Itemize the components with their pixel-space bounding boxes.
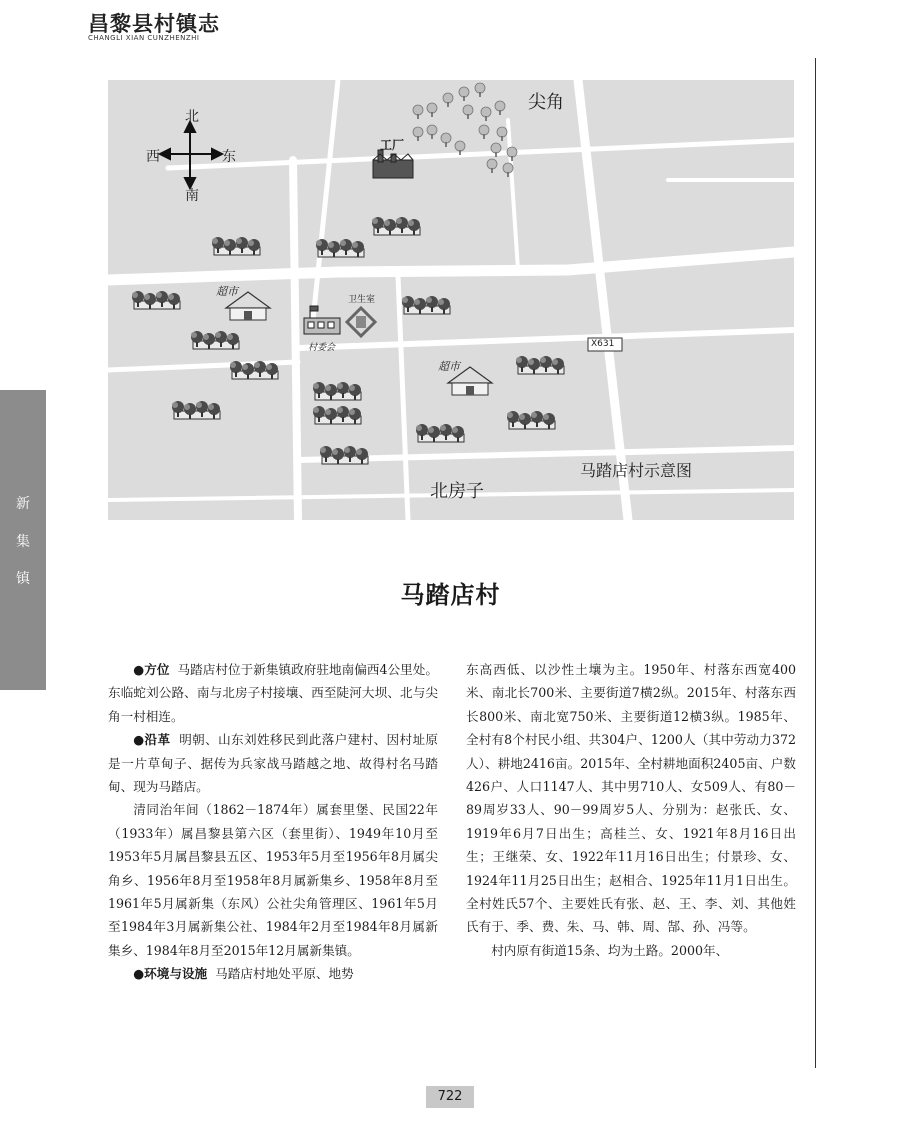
compass-west-label: 西 [146, 149, 160, 165]
beifangzi-label: 北房子 [430, 481, 484, 502]
supermarket-1-label: 超市 [216, 285, 238, 298]
map-caption: 马踏店村示意图 [580, 461, 693, 480]
paragraph-streets [466, 939, 796, 962]
jianjiao-label: 尖角 [528, 92, 564, 113]
heading-location: ●方位 [133, 662, 170, 677]
side-tab-char-3: 镇 [16, 571, 30, 587]
right-column [466, 658, 796, 962]
book-title: 昌黎县村镇志 [88, 12, 220, 36]
paragraph-text: 马踏店村地处平原、地势 [215, 966, 354, 982]
village-map [108, 80, 794, 520]
village-committee-label: 村委会 [308, 343, 336, 353]
paragraph-text: 东高西低、以沙性土壤为主。1950年、村落东西宽400米、南北长700米、主要街道7横2纵。2015年、村落东西长800米、南北宽750米、主要街道12横3纵。1985年、全村有8个村民小组、共304户、1200人（其中劳动力372人）、耕地2416亩。2015年、全村耕地面积2405亩、户数426户、人口1147人、其中男710人、女509人、有80－89周岁33人、90－99周岁5人、分别为：赵张氏、女、1919年6月7日出生；高桂兰、女、1921年8月16日出生；王继荣、女、1922年11月16日出生；付景珍、女、1924年11月25日出生；赵相合、1925年11月1日出生。全村姓氏57个、主要姓氏有张、赵、王、李、刘、其他姓氏有于、季、费、朱、马、韩、周、郜、孙、冯等。 [466, 662, 796, 935]
left-column [108, 658, 438, 986]
book-subtitle: CHANGLI XIAN CUNZHENZHI [88, 34, 200, 42]
compass-east-label: 东 [222, 149, 236, 165]
clinic-icon [347, 308, 375, 336]
paragraph-environment-cont [466, 658, 796, 939]
paragraph-admin-history [108, 798, 438, 962]
paragraph-text: 明朝、山东刘姓移民到此落户建村、因村址原是一片草甸子、据传为兵家战马踏越之地、故得村名马踏甸、现为马踏店。 [108, 732, 438, 795]
paragraph-history [108, 728, 438, 798]
village-committee-icon [304, 306, 340, 334]
orchard-trees [413, 83, 517, 177]
paragraph-text: 村内原有街道15条、均为土路。2000年、 [491, 942, 729, 958]
right-margin-rule [815, 58, 816, 1068]
paragraph-text: 马踏店村位于新集镇政府驻地南偏西4公里处。东临蛇刘公路、南与北房子村接壤、西至陡河大坝、北与尖角一村相连。 [108, 662, 438, 724]
supermarket-2-label: 超市 [438, 360, 460, 373]
section-side-tab[interactable] [0, 390, 46, 690]
side-tab-char-1: 新 [16, 496, 30, 512]
clinic-label: 卫生室 [348, 295, 376, 305]
heading-environment: ●环境与设施 [133, 966, 208, 982]
article-title: 马踏店村 [400, 581, 501, 609]
compass-south-label: 南 [185, 188, 199, 204]
paragraph-text: 清同治年间（1862－1874年）属套里堡、民国22年（1933年）属昌黎县第六区（套里街）、1949年10月至1953年5月属昌黎县五区、1953年5月至1956年8月属尖角乡、1956年8月至1958年8月属新集乡、1958年8月至1961年5月属新集（东风）公社尖角管理区、1961年5月至1984年3月属新集公社、1984年2月至1984年8月属新集乡、1984年8月至2015年12月属新集镇。 [108, 802, 438, 958]
page-number: 722 [426, 1086, 474, 1108]
paragraph-environment [108, 962, 438, 985]
map-roads [108, 80, 794, 520]
factory-icon [373, 150, 413, 178]
heading-history: ●沿革 [133, 732, 171, 748]
factory-label: 工厂 [380, 138, 405, 152]
road-code-label: X631 [591, 339, 615, 349]
compass-north-label: 北 [185, 109, 199, 125]
side-tab-char-2: 集 [16, 534, 30, 550]
paragraph-location [108, 658, 438, 728]
compass-icon [160, 122, 222, 188]
